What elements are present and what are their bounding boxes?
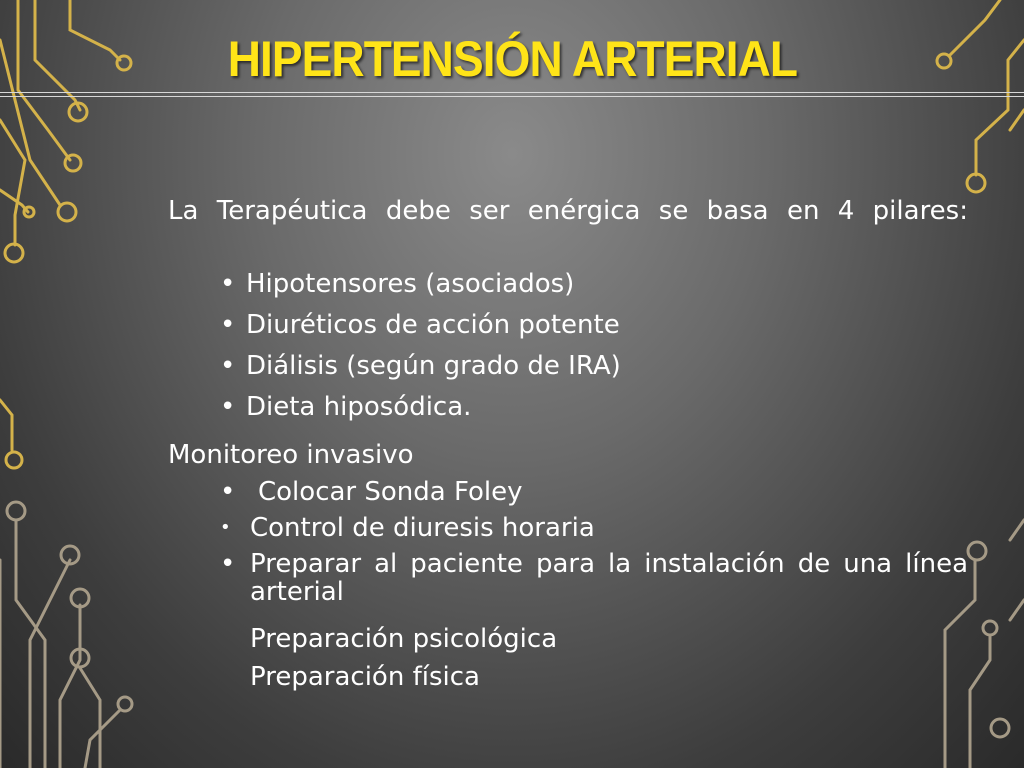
list-item: • Diálisis (según grado de IRA) (168, 346, 968, 387)
list-item: • Dieta hiposódica. (168, 387, 968, 428)
bullet-icon: • (220, 310, 236, 340)
slide-body (168, 196, 968, 696)
preparation-physical: Preparación física (250, 662, 480, 692)
bullet-icon: • (220, 351, 236, 381)
bullet-icon: • (220, 392, 236, 422)
list-item: • Diuréticos de acción potente (168, 305, 968, 346)
title-rule-top (0, 92, 1024, 93)
monitoring-list (168, 474, 968, 634)
monitoring-heading: Monitoreo invasivo (168, 440, 414, 470)
list-item: • Colocar Sonda Foley (168, 474, 968, 510)
title-rule-bottom (0, 96, 1024, 97)
list-item: • Preparar al paciente para la instalación de una línea arterial (220, 549, 968, 607)
pillars-list (168, 264, 968, 428)
bullet-icon: • (220, 549, 236, 579)
list-item: • Control de diuresis horaria (168, 510, 968, 546)
bullet-icon: • (220, 269, 236, 299)
intro-paragraph: La Terapéutica debe ser enérgica se basa en 4 pilares: (168, 196, 968, 226)
preparation-psychological: Preparación psicológica (250, 624, 558, 654)
bullet-icon: • (220, 517, 231, 538)
list-item: • Hipotensores (asociados) (168, 264, 968, 305)
title-area (0, 30, 1024, 88)
slide-title: HIPERTENSIÓN ARTERIAL (227, 31, 797, 87)
bullet-icon: • (220, 477, 236, 507)
